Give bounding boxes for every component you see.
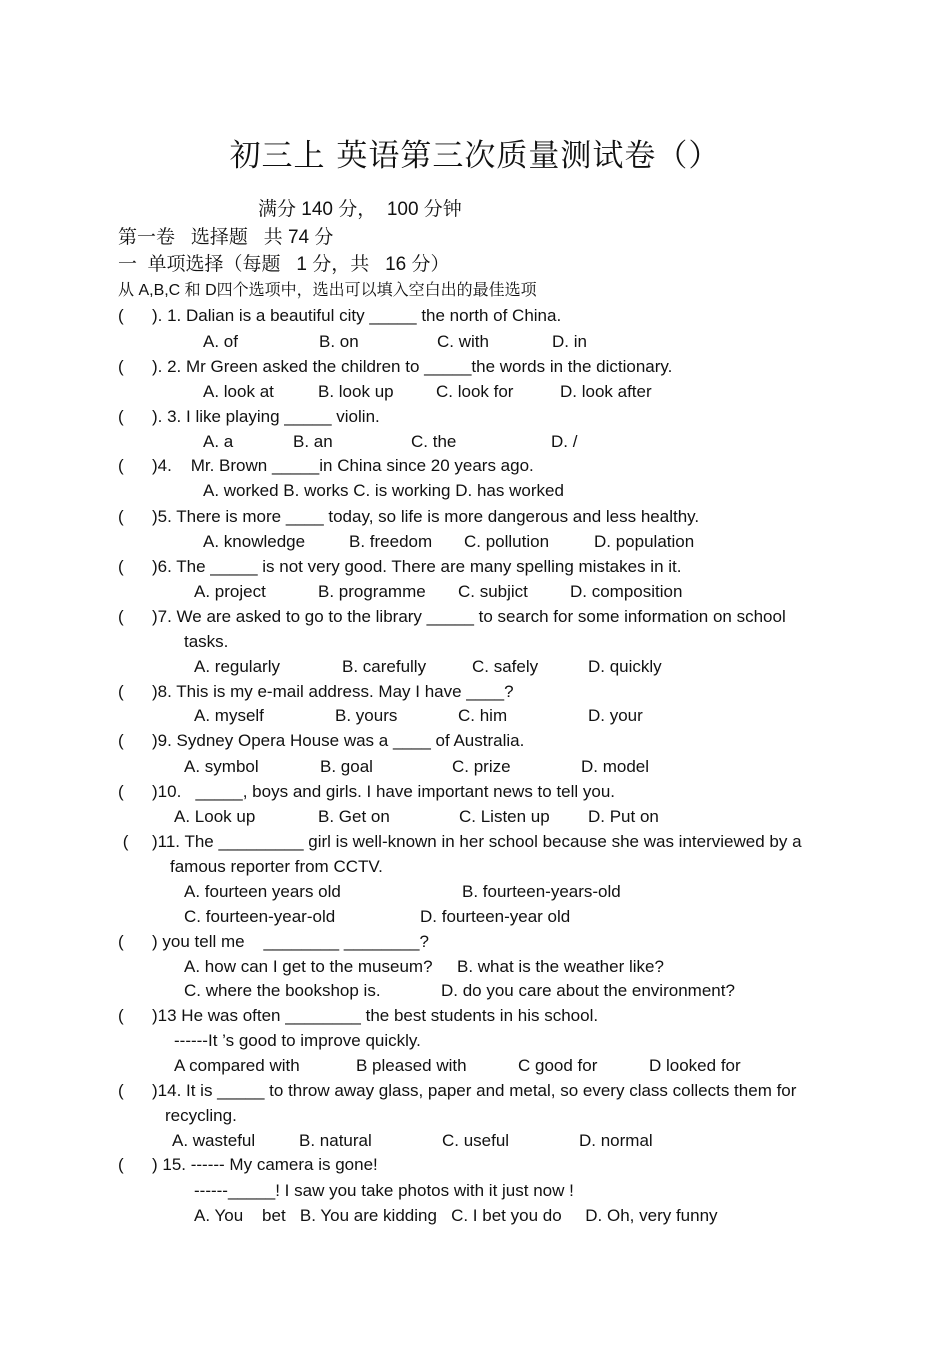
score-info: 满分 140 分， 100 分钟: [258, 199, 462, 220]
question-stem-cont: ------_____! I saw you take photos with it just now !: [194, 1181, 574, 1200]
option: C. fourteen-year-old: [184, 907, 336, 926]
question-stem: ( )14. It is _____ to throw away glass, paper and metal, so every class collects them for: [118, 1081, 797, 1100]
question-stem-cont: tasks.: [184, 632, 229, 651]
option: B. natural: [299, 1131, 372, 1150]
option: A. project: [194, 582, 266, 601]
option: A. of: [203, 332, 238, 351]
option: C. where the bookshop is.: [184, 981, 381, 1000]
option: A. knowledge: [203, 532, 306, 551]
option: B. on: [319, 332, 359, 351]
option: D. quickly: [588, 657, 662, 676]
page-title: 初三上 英语第三次质量测试卷（）: [229, 138, 721, 174]
question-stem: ( )4. Mr. Brown _____in China since 20 years ago.: [118, 456, 534, 475]
option: D. /: [551, 432, 578, 451]
part-heading: 第一卷 选择题 共 74 分: [118, 227, 334, 248]
option: C. him: [458, 706, 508, 725]
option: D. model: [581, 757, 650, 776]
section-heading: 一 单项选择（每题 1 分，共 16 分）: [118, 254, 450, 275]
option: A. Look up: [174, 807, 256, 826]
question-stem: ( )7. We are asked to go to the library _____ to search for some information on school: [118, 607, 786, 626]
option: D. your: [588, 706, 643, 725]
option: D. composition: [570, 582, 683, 601]
option: D. normal: [579, 1131, 653, 1150]
question-stem-cont: ------It ’s good to improve quickly.: [174, 1031, 421, 1050]
question-stem: ( )5. There is more ____ today, so life is more dangerous and less healthy.: [118, 507, 700, 526]
option: D. fourteen-year old: [420, 907, 571, 926]
question-stem: ( )8. This is my e-mail address. May I have ____?: [118, 682, 514, 701]
option: C. subjict: [458, 582, 528, 601]
option: A. symbol: [184, 757, 259, 776]
option: A. fourteen years old: [184, 882, 341, 901]
question-stem: ( )6. The _____ is not very good. There are many spelling mistakes in it.: [118, 557, 682, 576]
option: C. with: [437, 332, 489, 351]
option: C good for: [518, 1056, 598, 1075]
option-line: A. You bet B. You are kidding C. I bet you do D. Oh, very funny: [194, 1206, 718, 1225]
option: C. prize: [452, 757, 511, 776]
option: C. Listen up: [459, 807, 550, 826]
question-stem: ( )9. Sydney Opera House was a ____ of Australia.: [118, 731, 525, 750]
option: D. look after: [560, 382, 652, 401]
option: C. safely: [472, 657, 539, 676]
option: D. population: [594, 532, 695, 551]
question-stem: ( )10. _____, boys and girls. I have important news to tell you.: [118, 782, 616, 801]
question-stem-cont: famous reporter from CCTV.: [170, 857, 383, 876]
option: B. carefully: [342, 657, 427, 676]
question-stem: ( ). 1. Dalian is a beautiful city _____ the north of China.: [118, 306, 562, 325]
option: B. an: [293, 432, 333, 451]
option: D. Put on: [588, 807, 659, 826]
option: A. a: [203, 432, 234, 451]
option: B. what is the weather like?: [457, 957, 664, 976]
question-stem: ( ). 3. I like playing _____ violin.: [118, 407, 380, 426]
option: A. how can I get to the museum?: [184, 957, 433, 976]
option: A. myself: [194, 706, 264, 725]
option: B. goal: [320, 757, 373, 776]
option: B. Get on: [318, 807, 390, 826]
question-stem: ( ) 15. ------ My camera is gone!: [118, 1155, 378, 1174]
question-stem-cont: recycling.: [165, 1106, 237, 1125]
option: C. pollution: [464, 532, 550, 551]
question-stem: ( )13 He was often ________ the best students in his school.: [118, 1006, 599, 1025]
option: C. look for: [436, 382, 514, 401]
option: B. look up: [318, 382, 394, 401]
option: C. useful: [442, 1131, 510, 1150]
question-stem: ( )11. The _________ girl is well-known in her school because she was interviewed by a: [118, 832, 802, 851]
option: B pleased with: [356, 1056, 467, 1075]
option: C. the: [411, 432, 457, 451]
option: A. wasteful: [172, 1131, 256, 1150]
instruction: 从 A,B,C 和 D四个选项中，选出可以填入空白出的最佳选项: [118, 282, 537, 299]
option: A. look at: [203, 382, 274, 401]
question-stem: ( ). 2. Mr Green asked the children to _____the words in the dictionary.: [118, 357, 673, 376]
option: D. do you care about the environment?: [441, 981, 735, 1000]
option: D looked for: [649, 1056, 741, 1075]
option: B. freedom: [349, 532, 433, 551]
option: A. regularly: [194, 657, 280, 676]
option: B. yours: [335, 706, 398, 725]
option: A compared with: [174, 1056, 300, 1075]
option: D. in: [552, 332, 587, 351]
option-line: A. worked B. works C. is working D. has worked: [203, 481, 564, 500]
option: B. programme: [318, 582, 426, 601]
question-stem: ( ) you tell me ________ ________?: [118, 932, 429, 951]
option: B. fourteen-years-old: [462, 882, 621, 901]
